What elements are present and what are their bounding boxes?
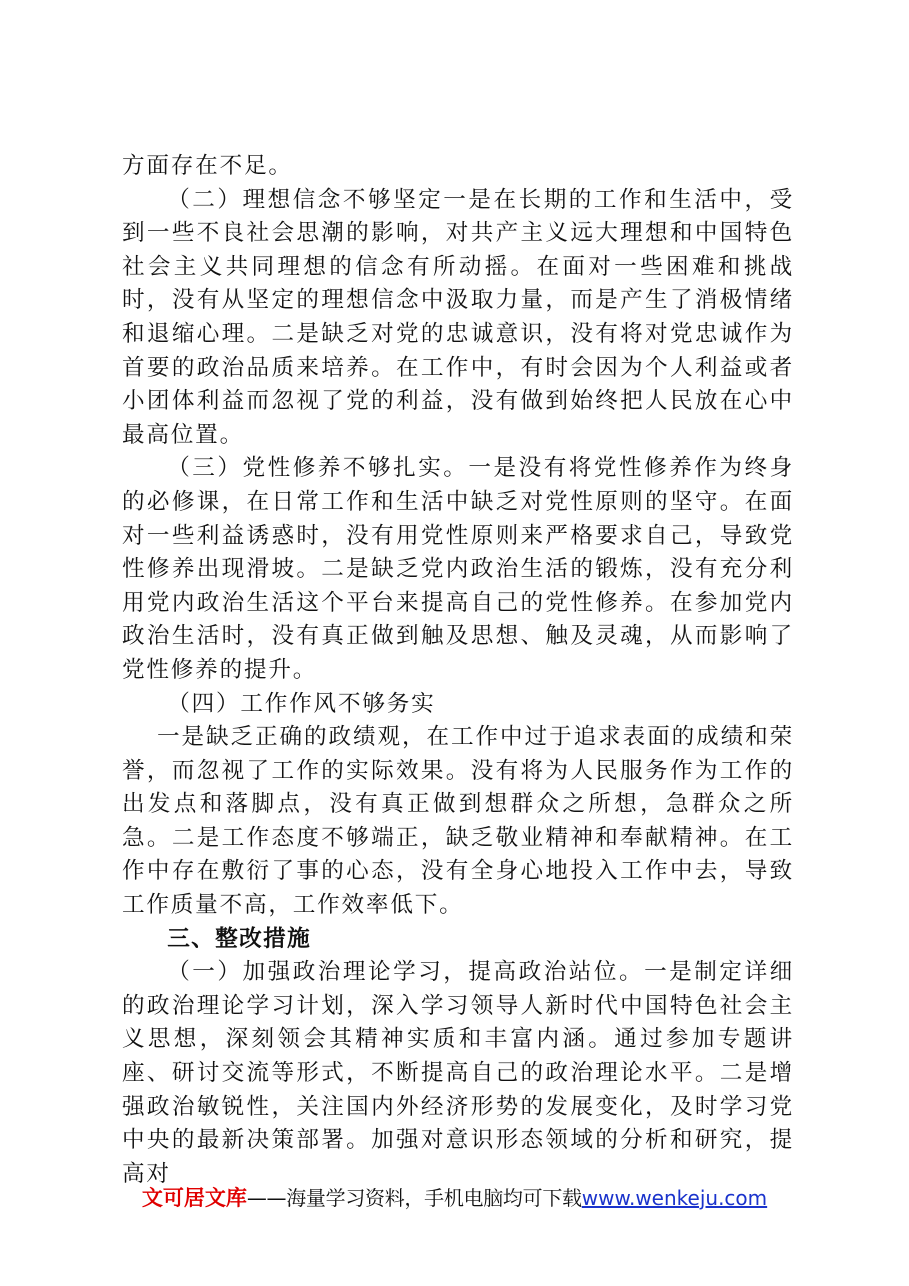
paragraph-ideals-beliefs: （二）理想信念不够坚定一是在长期的工作和生活中，受到一些不良社会思潮的影响，对共产主义远大理想和中国特色社会主义共同理想的信念有所动摇。在面对一些困难和挑战时，没有从坚定的理想信念中汲取力量，而是产生了消极情绪和退缩心理。二是缺乏对党的忠诚意识，没有将对党忠诚作为首要的政治品质来培养。在工作中，有时会因为个人利益或者小团体利益而忽视了党的利益，没有做到始终把人民放在心中最高位置。 bbox=[122, 186, 794, 448]
paragraph-work-style: 一是缺乏正确的政绩观，在工作中过于追求表面的成绩和荣誉，而忽视了工作的实际效果。没有将为人民服务作为工作的出发点和落脚点，没有真正做到想群众之所想，急群众之所急。二是工作态度不够端正，缺乏敬业精神和奉献精神。在工作中存在敷衍了事的心态，没有全身心地投入工作中去，导致工作质量不高，工作效率低下。 bbox=[122, 724, 794, 919]
footer-banner bbox=[0, 1182, 909, 1212]
footer-brand: 文可居文库 bbox=[141, 1186, 247, 1210]
paragraph-continuation: 方面存在不足。 bbox=[122, 153, 293, 179]
document-body bbox=[122, 150, 794, 1191]
paragraph-party-spirit: （三）党性修养不够扎实。一是没有将党性修养作为终身的必修课，在日常工作和生活中缺乏对党性原则的坚守。在面对一些利益诱惑时，没有用党性原则来严格要求自己，导致党性修养出现滑坡。二是缺乏党内政治生活的锻炼，没有充分利用党内政治生活这个平台来提高自己的党性修养。在参加党内政治生活时，没有真正做到触及思想、触及灵魂，从而影响了党性修养的提升。 bbox=[122, 455, 794, 683]
section-title-rectification: 三、整改措施 bbox=[167, 925, 312, 952]
subheading-work-style: （四）工作作风不够务实 bbox=[167, 690, 436, 717]
footer-url-link[interactable]: www.wenkeju.com bbox=[581, 1186, 768, 1210]
footer-slogan: ——海量学习资料，手机电脑均可下载 bbox=[246, 1186, 582, 1210]
paragraph-political-theory: （一）加强政治理论学习，提高政治站位。一是制定详细的政治理论学习计划，深入学习领导人新时代中国特色社会主义思想，深刻领会其精神实质和丰富内涵。通过参加专题讲座、研讨交流等形式，不断提高自己的政治理论水平。二是增强政治敏锐性，关注国内外经济形势的发展变化，及时学习党中央的最新决策部署。加强对意识形态领域的分析和研究，提高对 bbox=[122, 959, 794, 1187]
